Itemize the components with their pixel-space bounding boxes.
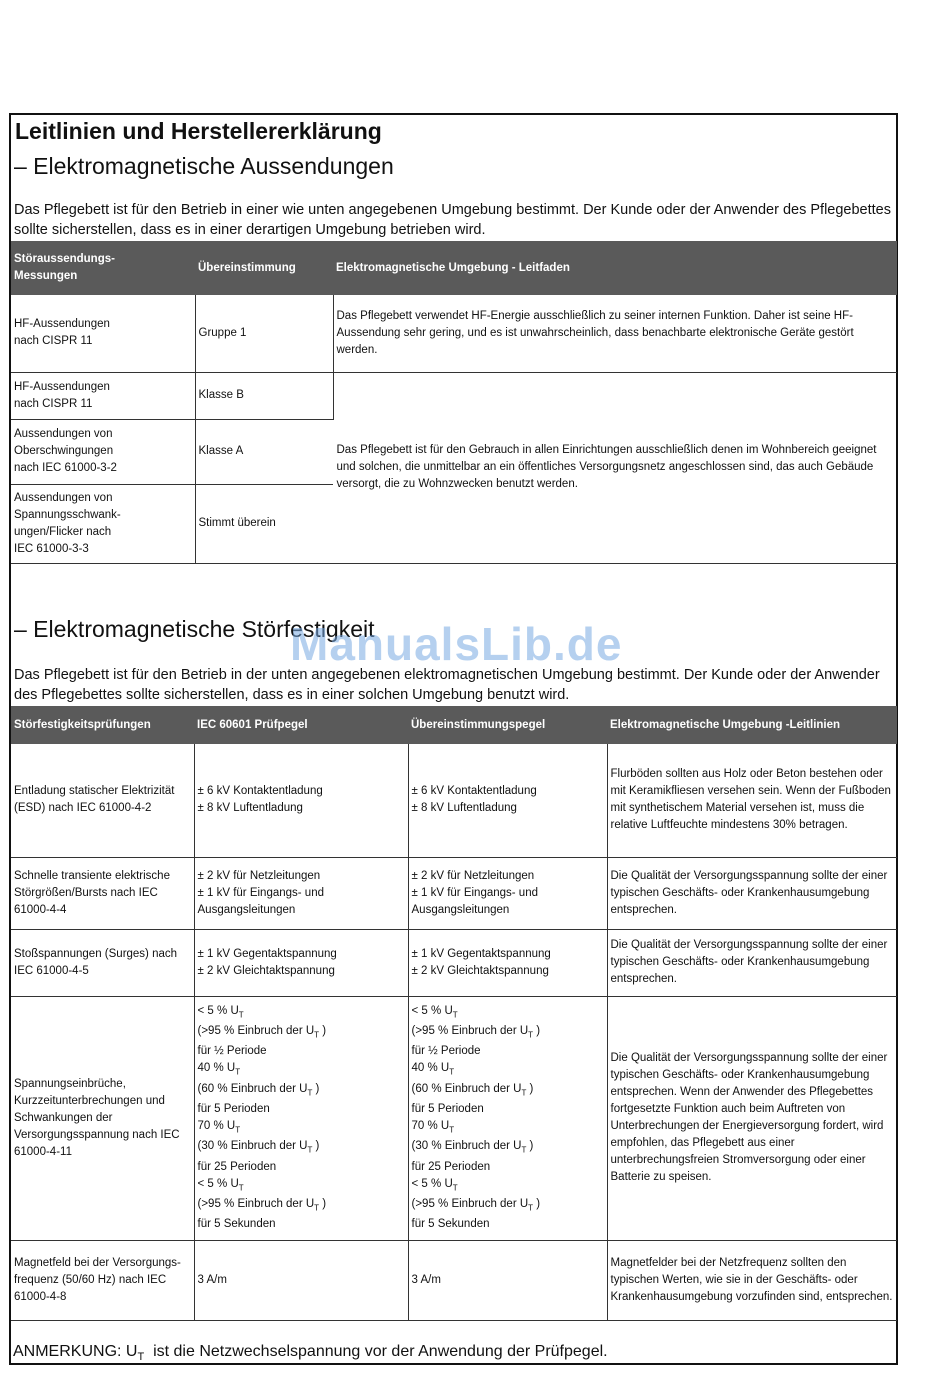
level-line: ± 1 kV für Eingangs- und <box>411 886 538 899</box>
table-row <box>11 372 897 419</box>
level-line: 70 % $U_T$ <box>411 1120 455 1135</box>
level-line: für ½ Periode <box>411 1045 481 1058</box>
cell-measurement: HF-Aussendungen nach CISPR 11 <box>11 372 195 419</box>
cell-test: Stoßspannungen (Surges) nach IEC 61000-4-5 <box>11 929 194 996</box>
level-line: ± 2 kV für Netzleitungen <box>411 869 535 882</box>
col-header-test: Störfestigkeitsprüfungen <box>11 706 194 744</box>
level-line: 3 A/m <box>197 1273 227 1286</box>
cell-compliance <box>408 857 607 929</box>
cell-compliance: Klasse B <box>195 372 333 419</box>
level-line: für 25 Perioden <box>411 1160 491 1173</box>
col-header-measurement: Störaussendungs- Messungen <box>11 241 195 295</box>
cell-measurement: Aussendungen von Spannungsschwank- ungen/Flicker nach IEC 61000-3-3 <box>11 484 195 563</box>
cell-level <box>194 929 408 996</box>
level-line: (30 % Einbruch der $U_T$ ) <box>411 1140 534 1155</box>
level-line: 40 % $U_T$ <box>411 1062 455 1077</box>
level-line: (60 % Einbruch der $U_T$ ) <box>411 1082 534 1097</box>
col-header-iec-level: IEC 60601 Prüfpegel <box>194 706 408 744</box>
cell-guidance: Die Qualität der Versorgungsspannung sollte der einer typischen Geschäfts- oder Krankenhausumgebung entsprechen. Wenn der Anwender des Pflegebettes fortgesetzte Funktion auch beim Auftreten von Unterbrechungen der Energieversorgung fordert, wird empfohlen, das Pflegebett aus einer unterbrechungsfreien Stromversorgung oder einer Batterie zu speisen. <box>607 996 897 1240</box>
level-line: (>95 % Einbruch der $U_T$ ) <box>197 1025 327 1040</box>
level-line: für 5 Sekunden <box>411 1218 490 1231</box>
cell-compliance <box>408 1240 607 1320</box>
cell-measurement: HF-Aussendungen nach CISPR 11 <box>11 295 195 372</box>
level-line: für 5 Perioden <box>411 1103 484 1115</box>
section-heading-immunity: – Elektromagnetische Störfestigkeit <box>14 616 375 642</box>
cell-test: Schnelle transiente elektrische Störgrößen/Bursts nach IEC 61000-4-4 <box>11 857 194 929</box>
level-line: ± 1 kV Gegentaktspannung <box>197 947 337 960</box>
level-line: 70 % $U_T$ <box>197 1120 241 1135</box>
level-line: für 5 Sekunden <box>197 1218 276 1231</box>
level-line: für ½ Periode <box>197 1045 267 1058</box>
cell-level <box>194 744 408 857</box>
cell-compliance: Gruppe 1 <box>195 295 333 372</box>
table-row <box>11 929 897 996</box>
level-line: ± 2 kV Gleichtaktspannung <box>411 964 549 977</box>
emissions-table <box>11 241 897 564</box>
level-line: für 25 Perioden <box>197 1160 277 1173</box>
level-line: ± 1 kV Gegentaktspannung <box>411 947 551 960</box>
level-line: ± 2 kV Gleichtaktspannung <box>197 964 335 977</box>
cell-test: Entladung statischer Elektrizität (ESD) nach IEC 61000-4-2 <box>11 744 194 857</box>
level-line: (>95 % Einbruch der $U_T$ ) <box>411 1025 541 1040</box>
col-header-guidance: Elektromagnetische Umgebung - Leitfaden <box>333 241 897 295</box>
cell-measurement: Aussendungen von Oberschwingungen nach IEC 61000-3-2 <box>11 419 195 484</box>
cell-compliance <box>408 996 607 1240</box>
table-row <box>11 295 897 372</box>
cell-guidance: Die Qualität der Versorgungsspannung sollte der einer typischen Geschäfts- oder Krankenhausumgebung entsprechen. <box>607 857 897 929</box>
level-line: ± 6 kV Kontaktentladung <box>411 785 537 798</box>
immunity-intro: Das Pflegebett ist für den Betrieb in der unten angegebenen elektromagnetischen Umgebung bestimmt. Der Kunde oder der Anwender des Pflegebettes sollte sicherstellen, dass es in einer solchen Umgebung benutzt wird. <box>14 667 880 703</box>
cell-guidance: Flurböden sollten aus Holz oder Beton bestehen oder mit Keramikfliesen versehen sein. Wenn der Fußboden mit synthetischem Material versehen ist, muss die relative Luftfeuchte mindestens 30% betragen. <box>607 744 897 857</box>
level-line: (>95 % Einbruch der $U_T$ ) <box>197 1197 327 1213</box>
cell-test: Magnetfeld bei der Versorgungs-frequenz (50/60 Hz) nach IEC 61000-4-8 <box>11 1240 194 1320</box>
level-line: Ausgangsleitungen <box>197 903 296 916</box>
watermark: ManualsLib.de <box>290 618 623 670</box>
level-line: Ausgangsleitungen <box>411 903 510 916</box>
immunity-table <box>11 706 897 1321</box>
col-header-environment: Elektromagnetische Umgebung -Leitlinien <box>607 706 897 744</box>
cell-level <box>194 857 408 929</box>
level-line: ± 8 kV Luftentladung <box>411 802 517 815</box>
table-row <box>11 996 897 1240</box>
col-header-compliance: Übereinstimmung <box>195 241 333 295</box>
level-line: für 5 Perioden <box>197 1103 270 1115</box>
cell-guidance: Die Qualität der Versorgungsspannung sollte der einer typischen Geschäfts- oder Krankenhausumgebung entsprechen. <box>607 929 897 996</box>
note: ANMERKUNG: $U_T$ ist die Netzwechselspannung vor der Anwendung der Prüfpegel. <box>13 1343 608 1364</box>
section-heading-emissions: – Elektromagnetische Aussendungen <box>14 153 394 179</box>
table-row <box>11 1240 897 1320</box>
level-line: ± 2 kV für Netzleitungen <box>197 869 321 882</box>
cell-level <box>194 1240 408 1320</box>
level-line: < 5 % $U_T$ <box>197 1004 244 1020</box>
table-row <box>11 857 897 929</box>
cell-test: Spannungseinbrüche, Kurzzeitunterbrechungen und Schwankungen der Versorgungsspannung nach IEC 61000-4-11 <box>11 996 194 1240</box>
level-line: (>95 % Einbruch der $U_T$ ) <box>411 1197 541 1213</box>
level-line: ± 8 kV Luftentladung <box>197 802 303 815</box>
cell-guidance: Das Pflegebett verwendet HF-Energie ausschließlich zu seiner internen Funktion. Daher ist seine HF-Aussendung sehr gering, und es ist unwahrscheinlich, dass benachbarte elektronische Geräte gestört werden. <box>333 295 897 372</box>
level-line: < 5 % $U_T$ <box>411 1004 458 1020</box>
level-line: < 5 % $U_T$ <box>411 1177 458 1192</box>
cell-guidance: Das Pflegebett ist für den Gebrauch in allen Einrichtungen ausschließlich denen im Wohnbereich geeignet und solchen, die unmittelbar an ein öffentliches Versorgungsnetz angeschlossen sind, das auch Gebäude versorgt, die zu Wohnzwecken benutzt werden. <box>333 372 897 563</box>
col-header-compliance-level: Übereinstimmungspegel <box>408 706 607 744</box>
level-line: (60 % Einbruch der $U_T$ ) <box>197 1082 320 1097</box>
level-line: 40 % $U_T$ <box>197 1062 241 1077</box>
level-line: ± 6 kV Kontaktentladung <box>197 785 323 798</box>
cell-compliance: Stimmt überein <box>195 484 333 563</box>
cell-compliance <box>408 929 607 996</box>
cell-level <box>194 996 408 1240</box>
level-line: 3 A/m <box>411 1273 441 1286</box>
table-row <box>11 744 897 857</box>
page-title: Leitlinien und Herstellererklärung <box>15 118 382 144</box>
cell-compliance: Klasse A <box>195 419 333 484</box>
cell-guidance: Magnetfelder bei der Netzfrequenz sollten den typischen Werten, wie sie in der Geschäfts- oder Krankenhausumgebung vorzufinden sind, entsprechen. <box>607 1240 897 1320</box>
cell-compliance <box>408 744 607 857</box>
emissions-intro: Das Pflegebett ist für den Betrieb in einer wie unten angegebenen Umgebung bestimmt. Der Kunde oder der Anwender des Pflegebettes sollte sicherstellen, dass es in einer derartigen Umgebung betrieben wird. <box>14 202 891 238</box>
level-line: ± 1 kV für Eingangs- und <box>197 886 324 899</box>
level-line: (30 % Einbruch der $U_T$ ) <box>197 1140 320 1155</box>
level-line: < 5 % $U_T$ <box>197 1177 244 1192</box>
